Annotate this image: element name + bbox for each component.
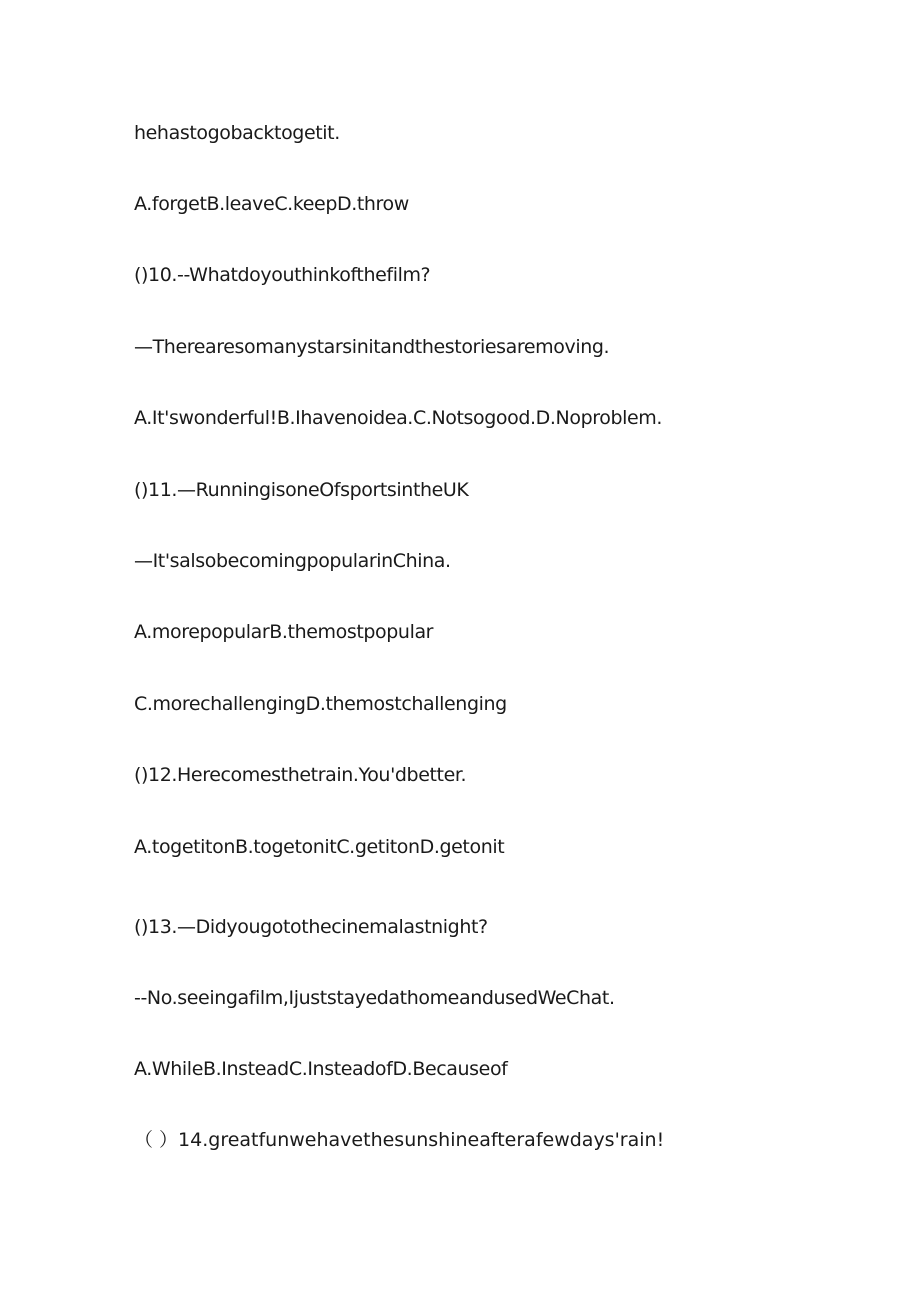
q9-options: A.forgetB.leaveC.keepD.throw [134, 193, 409, 215]
q10-response: —Therearesomanystarsinitandthestoriesaremoving. [134, 336, 610, 358]
text-line-continuation: hehastogobacktogetit. [134, 122, 340, 144]
q11-question: ()11.—RunningisoneOfsportsintheUK [134, 479, 469, 501]
q13-response: --No.seeingafilm,IjuststayedathomeandusedWeChat. [134, 987, 615, 1009]
q10-options: A.It'swonderful!B.Ihavenoidea.C.Notsogood.D.Noproblem. [134, 407, 663, 429]
q14-question: （ ）14.greatfunwehavethesunshineafterafewdays'rain! [134, 1129, 665, 1151]
q13-question: ()13.—Didyougotothecinemalastnight? [134, 916, 488, 938]
q11-response: —It'salsobecomingpopularinChina. [134, 550, 451, 572]
q13-options: A.WhileB.InsteadC.InsteadofD.Becauseof [134, 1058, 508, 1080]
q11-options-cd: C.morechallengingD.themostchallenging [134, 693, 507, 715]
q11-options-ab: A.morepopularB.themostpopular [134, 621, 434, 643]
q12-question: ()12.Herecomesthetrain.You'dbetter. [134, 764, 467, 786]
q10-question: ()10.--Whatdoyouthinkofthefilm? [134, 264, 431, 286]
q12-options: A.togetitonB.togetonitC.getitonD.getonit [134, 836, 505, 858]
